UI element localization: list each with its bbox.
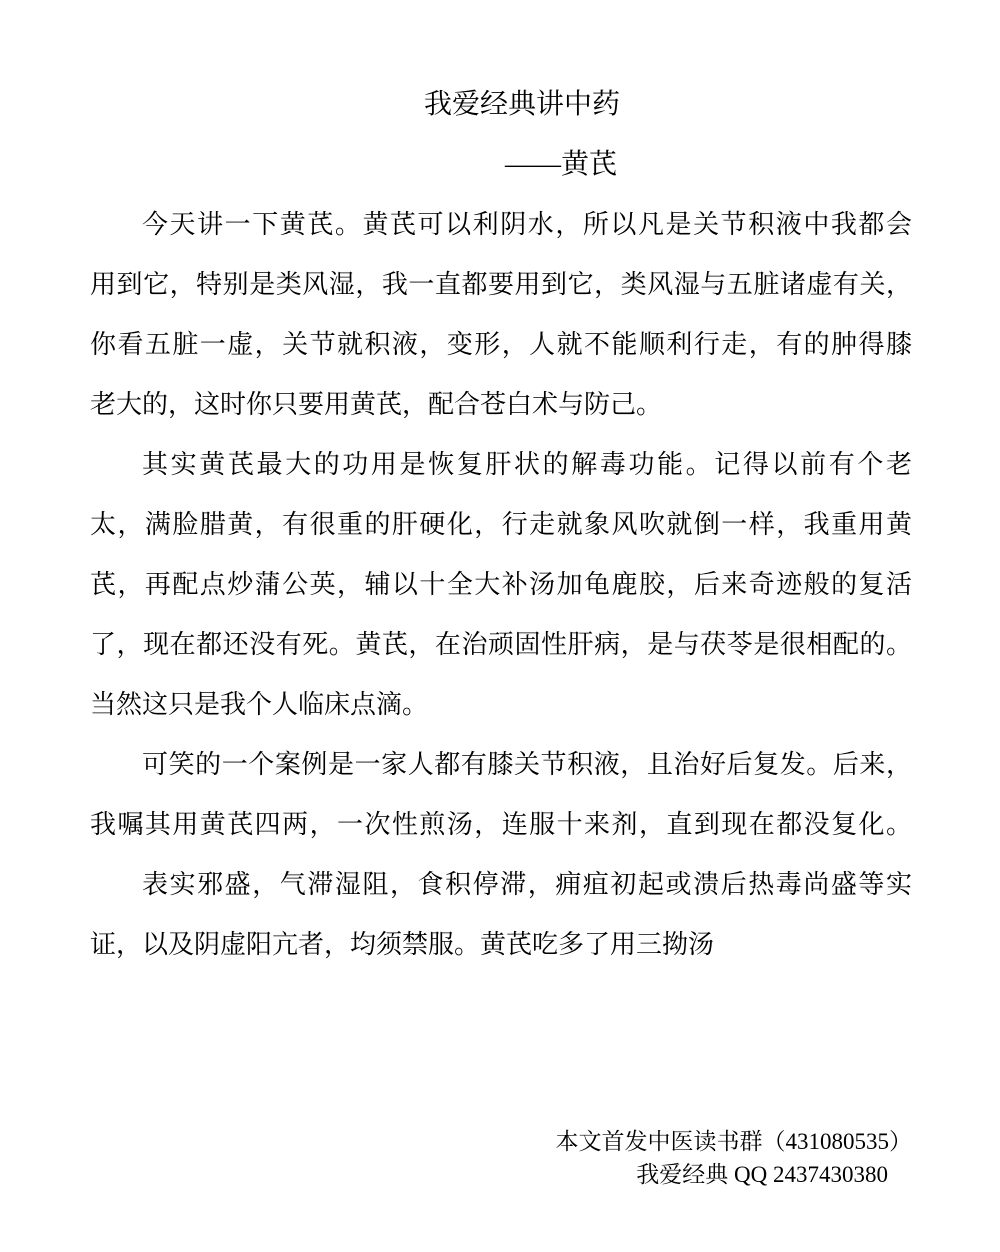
document-body	[90, 195, 912, 975]
paragraph	[90, 195, 912, 435]
text-line: 表实邪盛，气滞湿阻，食积停滞，痈疽初起或溃后热毒尚盛等实	[142, 870, 912, 899]
footer-attribution-line: 本文首发中医读书群（431080535）	[555, 1129, 912, 1154]
text-line: 老大的，这时你只要用黄芪，配合苍白术与防己。	[90, 390, 663, 419]
text-line: 当然这只是我个人临床点滴。	[90, 690, 429, 719]
text-line: 我嘱其用黄芪四两，一次性煎汤，连服十来剂，直到现在都没复化。	[90, 810, 912, 839]
text-line: 太，满脸腊黄，有很重的肝硬化，行走就象风吹就倒一样，我重用黄	[90, 510, 912, 539]
text-line: 芪，再配点炒蒲公英，辅以十全大补汤加龟鹿胶，后来奇迹般的复活	[90, 570, 912, 599]
document-title: 我爱经典讲中药	[423, 89, 620, 120]
text-line: 用到它，特别是类风湿，我一直都要用到它，类风湿与五脏诸虚有关，	[90, 270, 912, 299]
document-subtitle: ——黄芪	[504, 149, 617, 180]
text-line: 了，现在都还没有死。黄芪，在治顽固性肝病，是与茯苓是很相配的。	[90, 630, 912, 659]
footer-qq-line: 我爱经典 QQ 2437430380	[636, 1162, 888, 1187]
text-line: 其实黄芪最大的功用是恢复肝状的解毒功能。记得以前有个老	[142, 450, 912, 479]
text-line: 今天讲一下黄芪。黄芪可以利阴水，所以凡是关节积液中我都会	[142, 210, 912, 239]
document-footer	[90, 1125, 912, 1191]
text-line: 你看五脏一虚，关节就积液，变形，人就不能顺利行走，有的肿得膝	[90, 330, 912, 359]
text-line: 可笑的一个案例是一家人都有膝关节积液，且治好后复发。后来，	[142, 750, 912, 779]
paragraph	[90, 435, 912, 735]
paragraph	[90, 855, 912, 975]
paragraph	[90, 735, 912, 855]
text-line: 证，以及阴虚阳亢者，均须禁服。黄芪吃多了用三拗汤	[90, 930, 715, 959]
